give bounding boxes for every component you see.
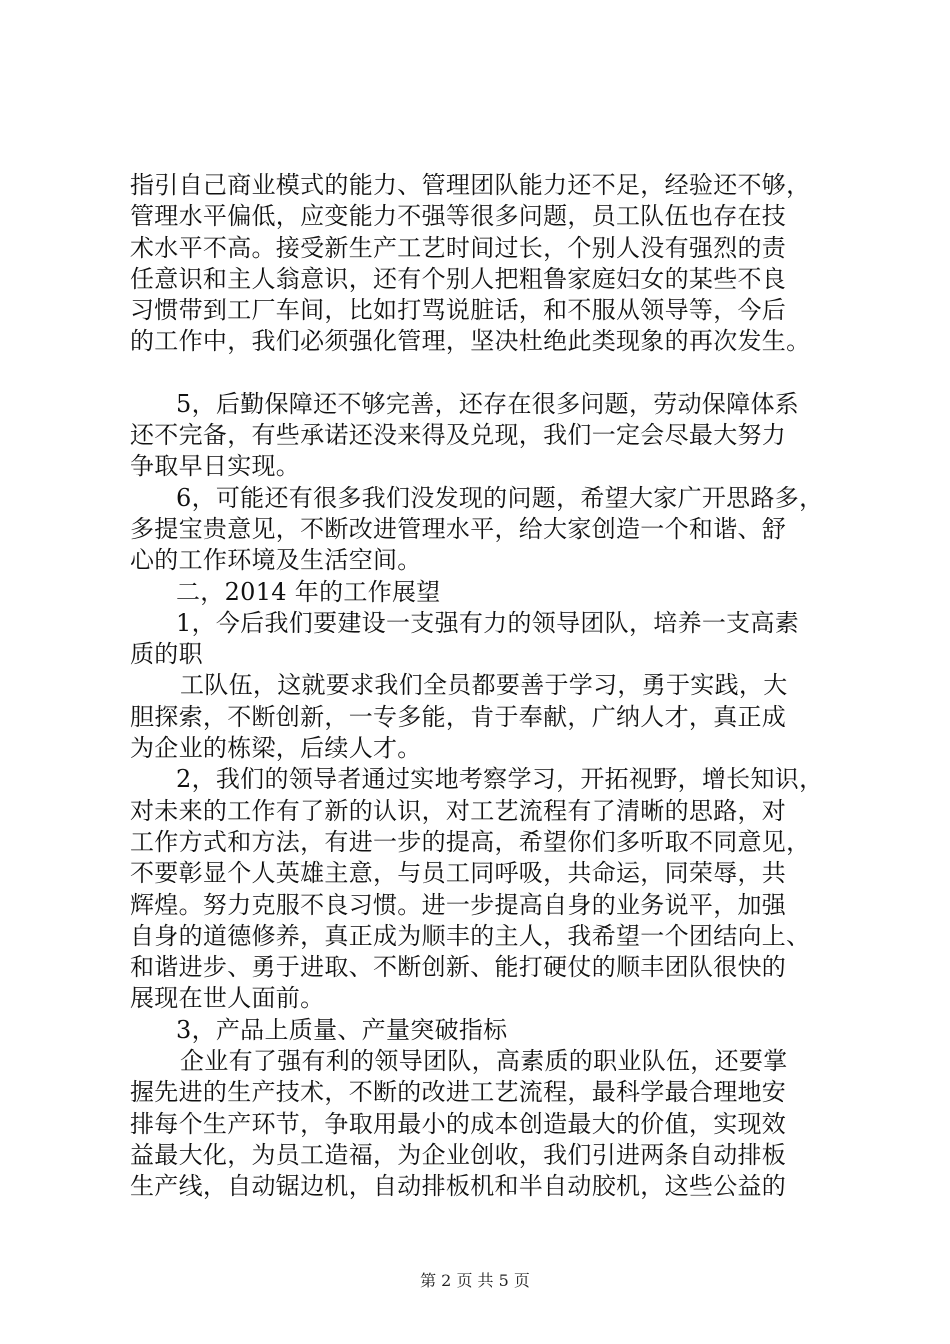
text-line: 益最大化，为员工造福，为企业创收，我们引进两条自动排板 (130, 1140, 787, 1169)
document-body (130, 170, 835, 1203)
paragraph-item-6 (130, 483, 835, 577)
text-line: 习惯带到工厂车间，比如打骂说脏话，和不服从领导等，今后 (130, 296, 787, 325)
page-footer (0, 1268, 950, 1291)
text-line: 生产线，自动锯边机，自动排板机和半自动胶机，这些公益的 (130, 1172, 787, 1201)
section-heading-text: 二，2014 年的工作展望 (176, 577, 441, 606)
text-line: 胆探索，不断创新，一专多能，肯于奉献，广纳人才，真正成 (130, 702, 787, 731)
paragraph-outlook-2 (130, 764, 835, 1014)
text-line: 企业有了强有利的领导团队，高素质的职业队伍，还要掌 (180, 1047, 788, 1076)
text-line: 多提宝贵意见，不断改进管理水平，给大家创造一个和谐、舒 (130, 514, 787, 543)
text-line: 和谐进步、勇于进取、不断创新、能打硬仗的顺丰团队很快的 (130, 953, 787, 982)
text-line: 辉煌。努力克服不良习惯。进一步提高自身的业务说平，加强 (130, 890, 787, 919)
text-line: 2，我们的领导者通过实地考察学习，开拓视野，增长知识， (176, 765, 824, 794)
text-line: 术水平不高。接受新生产工艺时间过长，个别人没有强烈的责 (130, 233, 787, 262)
text-line: 的工作中，我们必须强化管理，坚决杜绝此类现象的再次发生。 (130, 327, 811, 356)
paragraph-spacer (130, 358, 835, 389)
text-line: 指引自己商业模式的能力、管理团队能力还不足，经验还不够， (130, 171, 811, 199)
text-line: 心的工作环境及生活空间。 (130, 546, 422, 575)
paragraph-outlook-3-heading (130, 1015, 835, 1046)
text-line: 排每个生产环节，争取用最小的成本创造最大的价值，实现效 (130, 1109, 787, 1138)
text-line: 自身的道德修养，真正成为顺丰的主人，我希望一个团结向上、 (130, 921, 811, 950)
paragraph-weaknesses-continued (130, 170, 835, 358)
text-line: 为企业的栋梁，后续人才。 (130, 734, 422, 763)
page-number: 第 2 页 共 5 页 (420, 1271, 530, 1290)
text-line: 对未来的工作有了新的认识，对工艺流程有了清晰的思路，对 (130, 796, 787, 825)
paragraph-outlook-1 (130, 608, 835, 671)
text-line: 工作方式和方法，有进一步的提高，希望你们多听取不同意见， (130, 827, 811, 856)
text-line: 展现在世人面前。 (130, 984, 325, 1013)
text-line: 5，后勤保障还不够完善，还存在很多问题，劳动保障体系 (176, 389, 800, 418)
text-line: 还不完备，有些承诺还没来得及兑现，我们一定会尽最大努力 (130, 421, 787, 450)
text-line: 1，今后我们要建设一支强有力的领导团队，培养一支高素 (176, 608, 800, 637)
section-heading (130, 577, 835, 608)
text-line: 任意识和主人翁意识，还有个别人把粗鲁家庭妇女的某些不良 (130, 264, 787, 293)
text-line: 争取早日实现。 (130, 452, 301, 481)
paragraph-outlook-3 (130, 1046, 835, 1202)
text-line: 质的职 (130, 640, 203, 669)
paragraph-outlook-1-continued (130, 670, 835, 764)
text-line: 工队伍，这就要求我们全员都要善于学习，勇于实践，大 (180, 671, 788, 700)
text-line: 握先进的生产技术，不断的改进工艺流程，最科学最合理地安 (130, 1078, 787, 1107)
text-line: 不要彰显个人英雄主意，与员工同呼吸，共命运，同荣辱，共 (130, 859, 787, 888)
text-line: 6，可能还有很多我们没发现的问题，希望大家广开思路多， (176, 483, 824, 512)
text-line: 3，产品上质量、产量突破指标 (176, 1015, 508, 1044)
paragraph-item-5 (130, 389, 835, 483)
text-line: 管理水平偏低，应变能力不强等很多问题，员工队伍也存在技 (130, 202, 787, 231)
